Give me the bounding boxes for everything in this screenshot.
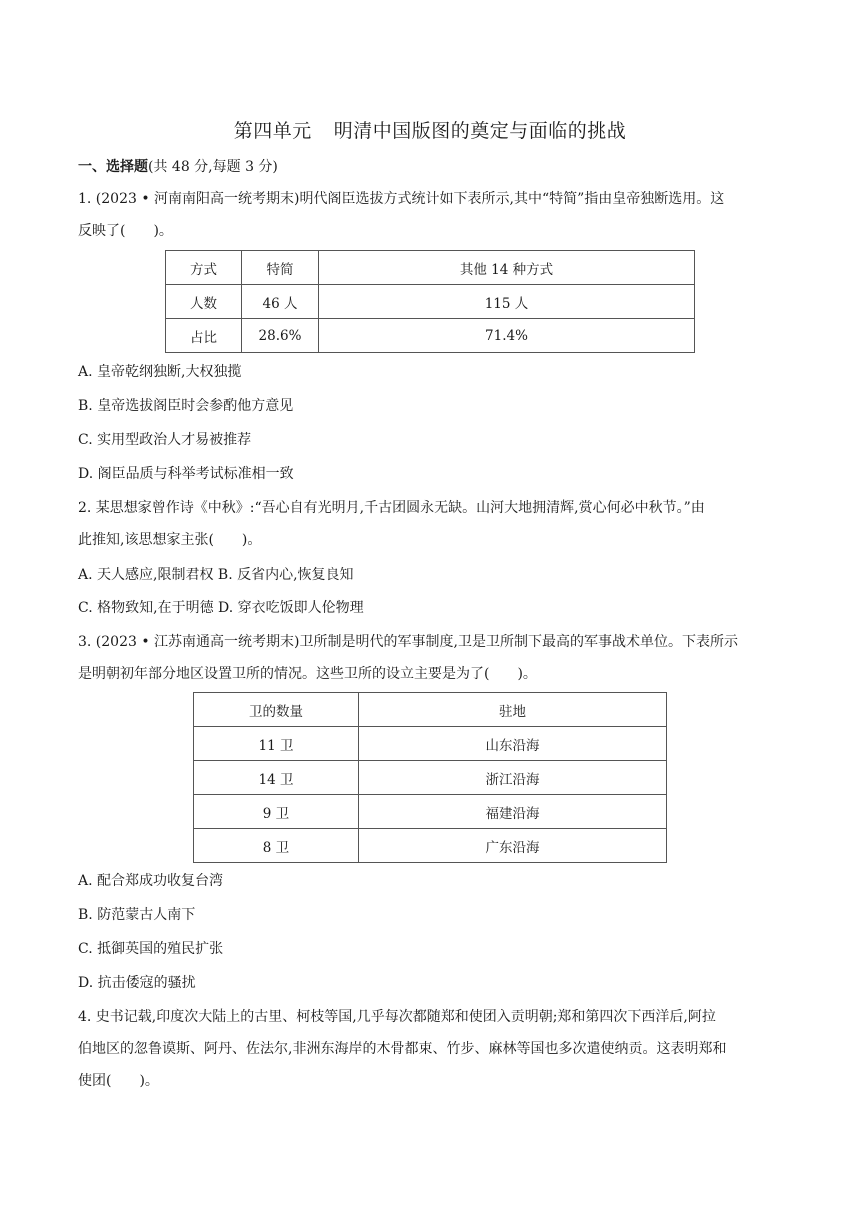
q2-options-row1: A. 天人感应,限制君权 B. 反省内心,恢复良知: [78, 567, 354, 583]
table-cell: 山东沿海: [359, 727, 667, 761]
q1-option-c: C. 实用型政治人才易被推荐: [78, 432, 252, 448]
table-cell: 9 卫: [194, 795, 359, 829]
table-cell: 广东沿海: [359, 829, 667, 863]
q1-option-d: D. 阁臣品质与科举考试标准相一致: [78, 466, 294, 482]
unit-title: 明清中国版图的奠定与面临的挑战: [333, 120, 627, 142]
q3-option-b: B. 防范蒙古人南下: [78, 907, 196, 923]
q3-stem-line2: 是明朝初年部分地区设置卫所的情况。这些卫所的设立主要是为了( )。: [78, 666, 537, 682]
table-row: [194, 727, 667, 761]
q1-stem-line1: 1. (2023 • 河南南阳高一统考期末)明代阁臣选拔方式统计如下表所示,其中“特简”指由皇帝独断选用。这: [78, 191, 725, 207]
q1-option-a: A. 皇帝乾纲独断,大权独揽: [78, 364, 242, 380]
table-row: [194, 795, 667, 829]
table-header-row: [166, 251, 695, 285]
table-cell: 浙江沿海: [359, 761, 667, 795]
q3-option-a: A. 配合郑成功收复台湾: [78, 873, 224, 889]
q4-stem-line2: 伯地区的忽鲁谟斯、阿丹、佐法尔,非洲东海岸的木骨都束、竹步、麻林等国也多次遣使纳贡。这表明郑和: [78, 1041, 727, 1057]
table-cell: 驻地: [359, 693, 667, 727]
table-cell: 其他 14 种方式: [319, 251, 695, 285]
table-cell: 福建沿海: [359, 795, 667, 829]
section-note: (共 48 分,每题 3 分): [148, 159, 278, 175]
section-heading: [78, 157, 790, 177]
q3-option-d: D. 抗击倭寇的骚扰: [78, 975, 196, 991]
q2-stem-line2: 此推知,该思想家主张( )。: [78, 532, 262, 548]
table-row: [166, 285, 695, 319]
unit-label: 第四单元: [233, 120, 312, 142]
table-cell: 115 人: [319, 285, 695, 319]
q2-stem-line1: 2. 某思想家曾作诗《中秋》:“吾心自有光明月,千古团圆永无缺。山河大地拥清辉,赏心何必中秋节。”由: [78, 500, 705, 516]
table-header-row: [194, 693, 667, 727]
table-row: [166, 319, 695, 353]
table-cell: 14 卫: [194, 761, 359, 795]
q1-stem-line2: 反映了( )。: [78, 223, 173, 239]
q3-stem-line1: 3. (2023 • 江苏南通高一统考期末)卫所制是明代的军事制度,卫是卫所制下最高的军事战术单位。下表所示: [78, 634, 738, 650]
q4-stem-line1: 4. 史书记载,印度次大陆上的古里、柯枝等国,几乎每次都随郑和使团入贡明朝;郑和第四次下西洋后,阿拉: [78, 1009, 716, 1025]
table-cell: 11 卫: [194, 727, 359, 761]
table-cell: 人数: [166, 285, 242, 319]
table-cell: 方式: [166, 251, 242, 285]
table-cell: 28.6%: [242, 319, 319, 353]
table-row: [194, 829, 667, 863]
section-label: 一、选择题: [78, 159, 148, 175]
table-cell: 占比: [166, 319, 242, 353]
q2-options-row2: C. 格物致知,在于明德 D. 穿衣吃饭即人伦物理: [78, 600, 364, 616]
table-cell: 46 人: [242, 285, 319, 319]
q3-table: [193, 692, 667, 863]
table-cell: 71.4%: [319, 319, 695, 353]
table-cell: 8 卫: [194, 829, 359, 863]
table-cell: 特简: [242, 251, 319, 285]
page-title: [0, 116, 860, 143]
q1-table: [165, 250, 695, 353]
q1-option-b: B. 皇帝选拔阁臣时会参酌他方意见: [78, 398, 294, 414]
q3-option-c: C. 抵御英国的殖民扩张: [78, 941, 224, 957]
table-row: [194, 761, 667, 795]
table-cell: 卫的数量: [194, 693, 359, 727]
q4-stem-line3: 使团( )。: [78, 1073, 159, 1089]
